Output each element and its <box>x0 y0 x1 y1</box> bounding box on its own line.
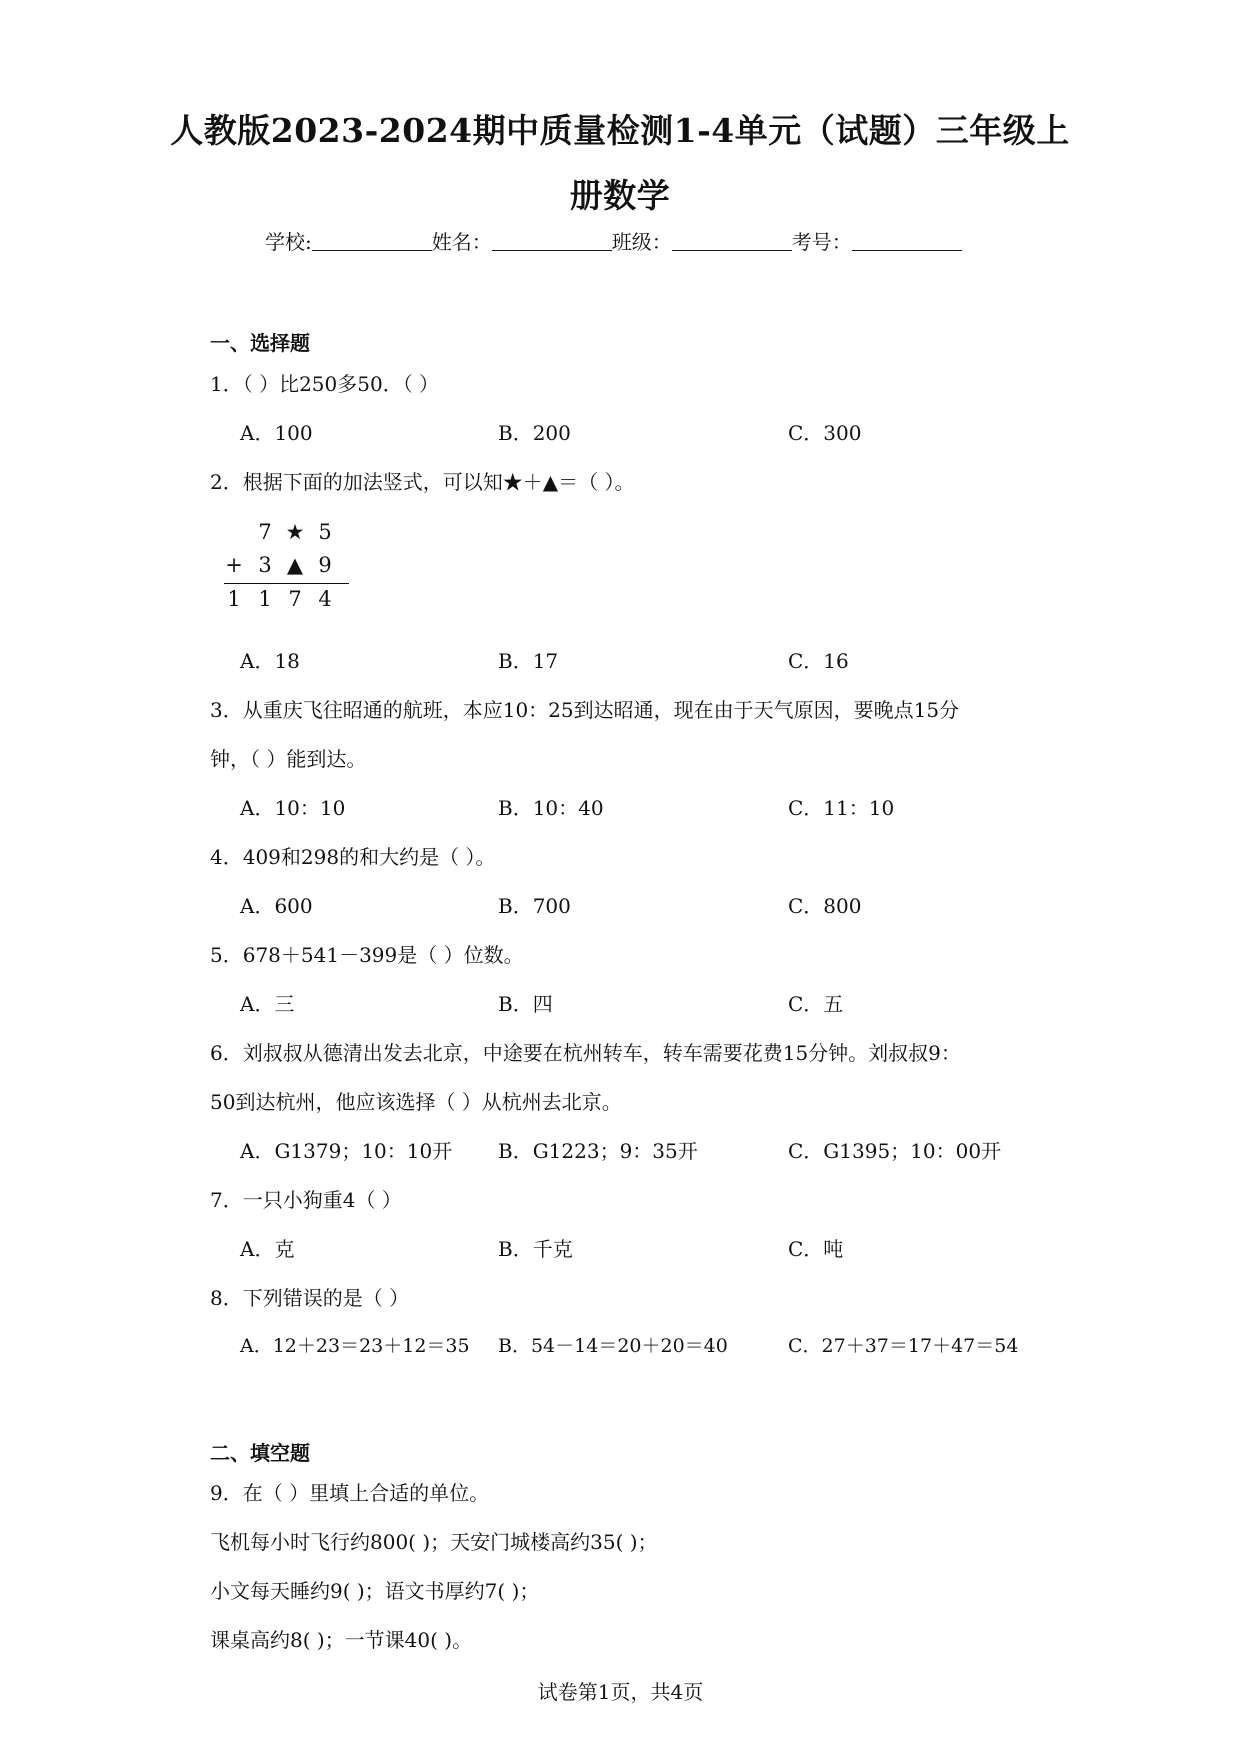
q7-option-b: B．千克 <box>498 1237 573 1261</box>
name-blank <box>492 230 612 251</box>
q5-option-b: B．四 <box>498 992 553 1016</box>
digit: 5 <box>318 520 332 544</box>
q6-option-a: A．G1379；10：10开 <box>240 1139 453 1163</box>
class-label: 班级： <box>611 230 672 254</box>
digit: 3 <box>258 553 272 577</box>
school-label: 学校: <box>265 230 312 254</box>
q1-option-c: C．300 <box>788 421 862 445</box>
digit: 7 <box>288 587 302 611</box>
q7-option-c: C．吨 <box>788 1237 844 1261</box>
question-9-line2: 小文每天睡约9( )；语文书厚约7( )； <box>210 1579 540 1603</box>
digit: 9 <box>318 553 332 577</box>
q2-option-a: A．18 <box>240 649 300 673</box>
vertical-addition <box>222 520 352 620</box>
question-4: 4．409和298的和大约是（ ）。 <box>210 845 496 869</box>
exam-no-label: 考号： <box>791 230 852 254</box>
digit: 7 <box>258 520 272 544</box>
digit: 1 <box>258 587 272 611</box>
q4-option-b: B．700 <box>498 894 571 918</box>
question-8: 8．下列错误的是（ ） <box>210 1286 410 1310</box>
school-blank <box>312 230 432 251</box>
q2-option-b: B．17 <box>498 649 559 673</box>
q8-option-a: A．12＋23＝23＋12＝35 <box>240 1335 470 1357</box>
q7-option-a: A．克 <box>240 1237 295 1261</box>
digit: 1 <box>227 587 241 611</box>
q3-option-c: C．11：10 <box>788 796 895 820</box>
q1-option-b: B．200 <box>498 421 571 445</box>
question-9: 9．在（ ）里填上合适的单位。 <box>210 1481 490 1505</box>
q6-option-c: C．G1395；10：00开 <box>788 1139 1002 1163</box>
class-blank <box>672 230 792 251</box>
q2-option-c: C．16 <box>788 649 849 673</box>
section-choice-heading: 一、选择题 <box>210 331 310 355</box>
q5-option-a: A．三 <box>240 992 295 1016</box>
section-fill-heading: 二、填空题 <box>210 1441 310 1465</box>
sum-line <box>224 583 349 584</box>
question-3-line2: 钟，（ ）能到达。 <box>210 747 367 771</box>
vertical-row-2 <box>222 553 352 583</box>
question-6-line2: 50到达杭州，他应该选择（ ）从杭州去北京。 <box>210 1090 622 1114</box>
q6-option-b: B．G1223；9：35开 <box>498 1139 698 1163</box>
q3-option-b: B．10：40 <box>498 796 604 820</box>
question-2: 2．根据下面的加法竖式，可以知★＋▲＝（ ）。 <box>210 470 635 494</box>
q3-option-a: A．10：10 <box>240 796 346 820</box>
q8-option-c: C．27＋37＝17＋47＝54 <box>788 1335 1019 1357</box>
vertical-row-3 <box>222 587 352 617</box>
page-title-line2: 册数学 <box>569 176 671 215</box>
q1-option-a: A．100 <box>240 421 313 445</box>
q5-option-c: C．五 <box>788 992 844 1016</box>
question-5: 5．678＋541－399是（ ）位数。 <box>210 943 524 967</box>
exam-no-blank <box>852 230 962 251</box>
question-3-line1: 3．从重庆飞往昭通的航班，本应10：25到达昭通，现在由于天气原因，要晚点15分 <box>210 698 960 722</box>
student-info-row <box>265 226 962 255</box>
question-1: 1．（ ）比250多50．（ ） <box>210 372 440 396</box>
q8-option-b: B．54－14＝20＋20＝40 <box>498 1335 728 1357</box>
question-9-line3: 课桌高约8( )；一节课40( )。 <box>210 1628 473 1652</box>
q4-option-c: C．800 <box>788 894 862 918</box>
question-6-line1: 6．刘叔叔从德清出发去北京，中途要在杭州转车，转车需要花费15分钟。刘叔叔9： <box>210 1041 961 1065</box>
question-9-line1: 飞机每小时飞行约800( )；天安门城楼高约35( )； <box>210 1530 658 1554</box>
name-label: 姓名： <box>431 230 492 254</box>
star-symbol: ★ <box>285 520 305 544</box>
page-title-line1: 人教版2023-2024期中质量检测1-4单元（试题）三年级上 <box>170 111 1070 150</box>
triangle-symbol: ▲ <box>286 553 304 577</box>
vertical-row-1 <box>222 520 352 550</box>
page-footer: 试卷第1页，共4页 <box>537 1680 704 1704</box>
question-7: 7．一只小狗重4（ ） <box>210 1188 402 1212</box>
plus-sign: + <box>225 553 243 577</box>
digit: 4 <box>318 587 332 611</box>
q4-option-a: A．600 <box>240 894 313 918</box>
